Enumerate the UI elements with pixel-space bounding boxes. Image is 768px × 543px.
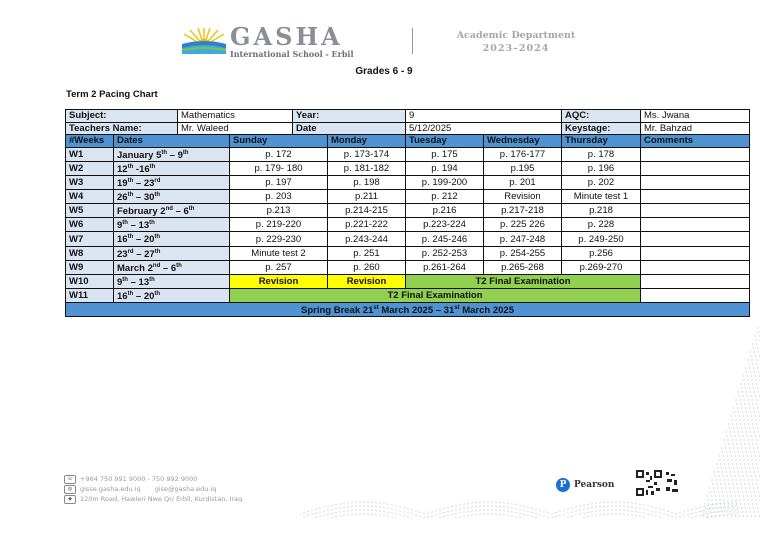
table-row <box>66 204 750 218</box>
comments-cell <box>641 260 750 274</box>
thursday-cell: p.256 <box>562 246 641 260</box>
week-label: W11 <box>66 289 114 303</box>
thursday-cell: p.269-270 <box>562 260 641 274</box>
department-block <box>426 29 606 55</box>
aqc-label: AQC: <box>562 110 641 123</box>
year-label: Year: <box>293 110 406 123</box>
week-label: W9 <box>66 260 114 274</box>
week-dates: January 5th – 9th <box>114 147 230 161</box>
monday-cell: p. 260 <box>328 260 406 274</box>
week-label: W5 <box>66 204 114 218</box>
sunday-cell: p. 219-220 <box>230 218 328 232</box>
week-label: W8 <box>66 246 114 260</box>
week-label: W3 <box>66 175 114 189</box>
week-label: W7 <box>66 232 114 246</box>
decorative-dot-band <box>300 498 740 518</box>
footer-web-row <box>64 484 242 494</box>
tuesday-cell: p. 199-200 <box>406 175 484 189</box>
col-sunday: Sunday <box>230 135 328 148</box>
date-label: Date <box>293 122 406 135</box>
monday-cell: p. 198 <box>328 175 406 189</box>
keystage-label: Keystage: <box>562 122 641 135</box>
footer-contact <box>64 474 242 504</box>
comments-cell <box>641 232 750 246</box>
sunday-revision-cell: Revision <box>230 274 328 288</box>
comments-cell <box>641 147 750 161</box>
week-label: W4 <box>66 189 114 203</box>
footer-web: gisse.gasha.edu.iq <box>80 485 141 493</box>
tuesday-cell: p. 175 <box>406 147 484 161</box>
department-name: Academic Department <box>456 30 576 41</box>
pearson-icon: P <box>556 478 570 492</box>
monday-cell: p.221-222 <box>328 218 406 232</box>
sunrise-logo-icon <box>182 28 226 54</box>
table-row <box>66 289 750 303</box>
wednesday-cell: p. 247-248 <box>484 232 562 246</box>
wednesday-cell: p.195 <box>484 161 562 175</box>
table-row <box>66 232 750 246</box>
monday-cell: p. 181-182 <box>328 161 406 175</box>
thursday-cell: p. 178 <box>562 147 641 161</box>
grades-heading: Grades 6 - 9 <box>355 66 413 77</box>
table-row <box>66 161 750 175</box>
sunday-cell: p. 197 <box>230 175 328 189</box>
comments-cell <box>641 246 750 260</box>
logo-subtitle: International School - Erbil <box>230 49 354 59</box>
sunday-cell: p. 172 <box>230 147 328 161</box>
wednesday-cell: p. 176-177 <box>484 147 562 161</box>
comments-cell <box>641 189 750 203</box>
tuesday-cell: p.261-264 <box>406 260 484 274</box>
thursday-cell: p. 249-250 <box>562 232 641 246</box>
tuesday-cell: p. 252-253 <box>406 246 484 260</box>
week-dates: 26th – 30th <box>114 189 230 203</box>
tuesday-cell: p.216 <box>406 204 484 218</box>
comments-cell <box>641 204 750 218</box>
col-tuesday: Tuesday <box>406 135 484 148</box>
date-value: 5/12/2025 <box>406 122 562 135</box>
pacing-table <box>65 109 750 317</box>
week-dates: 23rd – 27th <box>114 246 230 260</box>
week-dates: 19th – 23rd <box>114 175 230 189</box>
week-label: W6 <box>66 218 114 232</box>
header-divider <box>412 28 413 54</box>
pearson-logo <box>556 478 614 492</box>
footer-phone-row <box>64 474 242 484</box>
logo-title: GASHA <box>230 22 343 51</box>
sunday-cell: p.213 <box>230 204 328 218</box>
tuesday-cell: p. 245-246 <box>406 232 484 246</box>
week-dates: 12th -16th <box>114 161 230 175</box>
footer-email: gise@gasha.edu.iq <box>154 485 217 493</box>
table-row <box>66 246 750 260</box>
week-dates: March 2nd – 6th <box>114 260 230 274</box>
term-title: Term 2 Pacing Chart <box>66 89 158 100</box>
qr-code-icon <box>636 470 680 496</box>
wednesday-cell: p.265-268 <box>484 260 562 274</box>
info-row-subject <box>66 110 750 123</box>
comments-cell <box>641 175 750 189</box>
week-dates: 9th – 13th <box>114 218 230 232</box>
academic-year: 2023–2024 <box>482 43 550 54</box>
monday-revision-cell: Revision <box>328 274 406 288</box>
sunday-cell: p. 179- 180 <box>230 161 328 175</box>
col-thursday: Thursday <box>562 135 641 148</box>
year-value: 9 <box>406 110 562 123</box>
comments-cell <box>641 218 750 232</box>
week-label: W1 <box>66 147 114 161</box>
sunday-cell: p. 203 <box>230 189 328 203</box>
week-dates: 9th – 13th <box>114 274 230 288</box>
school-logo <box>182 22 392 59</box>
comments-cell <box>641 161 750 175</box>
week-dates: 16th – 20th <box>114 289 230 303</box>
sunday-cell: p. 229-230 <box>230 232 328 246</box>
phone-icon: ☏ <box>64 475 76 484</box>
week-label: W10 <box>66 274 114 288</box>
thursday-cell: Minute test 1 <box>562 189 641 203</box>
comments-cell <box>641 289 750 303</box>
tuesday-cell: p. 212 <box>406 189 484 203</box>
table-row <box>66 147 750 161</box>
info-row-teacher <box>66 122 750 135</box>
globe-icon: ◍ <box>64 485 76 494</box>
aqc-value: Ms. Jwana <box>641 110 750 123</box>
wednesday-cell: Revision <box>484 189 562 203</box>
sunday-cell: Minute test 2 <box>230 246 328 260</box>
wednesday-cell: p. 225 226 <box>484 218 562 232</box>
decorative-dot-pattern <box>700 320 760 520</box>
monday-cell: p.214-215 <box>328 204 406 218</box>
wednesday-cell: p. 201 <box>484 175 562 189</box>
table-row <box>66 175 750 189</box>
sunday-cell: p. 257 <box>230 260 328 274</box>
table-row <box>66 274 750 288</box>
spring-break-row <box>66 303 750 317</box>
comments-cell <box>641 274 750 288</box>
subject-label: Subject: <box>66 110 178 123</box>
thursday-cell: p. 196 <box>562 161 641 175</box>
pearson-text: Pearson <box>574 480 615 490</box>
col-dates: Dates <box>114 135 230 148</box>
monday-cell: p.243-244 <box>328 232 406 246</box>
table-row <box>66 260 750 274</box>
tuesday-cell: p.223-224 <box>406 218 484 232</box>
table-row <box>66 189 750 203</box>
monday-cell: p. 251 <box>328 246 406 260</box>
location-pin-icon: ◆ <box>64 495 76 504</box>
week-label: W2 <box>66 161 114 175</box>
col-comments: Comments <box>641 135 750 148</box>
wednesday-cell: p.217-218 <box>484 204 562 218</box>
subject-value: Mathematics <box>178 110 293 123</box>
column-header-row <box>66 135 750 148</box>
week-dates: February 2nd – 6th <box>114 204 230 218</box>
monday-cell: p. 173-174 <box>328 147 406 161</box>
week-dates: 16th – 20th <box>114 232 230 246</box>
col-weeks: #Weeks <box>66 135 114 148</box>
tuesday-cell: p. 194 <box>406 161 484 175</box>
wednesday-cell: p. 254-255 <box>484 246 562 260</box>
thursday-cell: p. 202 <box>562 175 641 189</box>
footer-address-row <box>64 494 242 504</box>
footer-address: 120m Road, Hawleri Nwe Qr/ Erbil, Kurdistan, Iraq <box>80 495 243 503</box>
spring-break-cell: Spring Break 21st March 2025 – 31st March 2025 <box>66 303 750 317</box>
final-exam-cell: T2 Final Examination <box>230 289 641 303</box>
teachers-value: Mr. Waleed <box>178 122 293 135</box>
thursday-cell: p. 228 <box>562 218 641 232</box>
col-wednesday: Wednesday <box>484 135 562 148</box>
thursday-cell: p.218 <box>562 204 641 218</box>
keystage-value: Mr. Bahzad <box>641 122 750 135</box>
col-monday: Monday <box>328 135 406 148</box>
monday-cell: p.211 <box>328 189 406 203</box>
table-row <box>66 218 750 232</box>
footer-phone: +964 750 991 9000 - 750 992 9000 <box>80 475 198 483</box>
final-exam-cell: T2 Final Examination <box>406 274 641 288</box>
teachers-label: Teachers Name: <box>66 122 178 135</box>
